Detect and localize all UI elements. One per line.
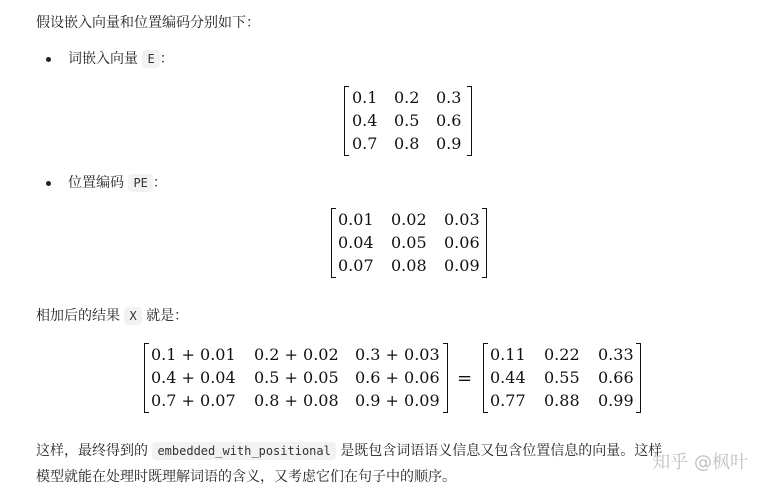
sum-suffix: 就是： (146, 308, 189, 324)
bullet-dot (46, 181, 51, 186)
left-bracket (331, 208, 336, 278)
matrix-sum (144, 343, 448, 413)
intro-text: 假设嵌入向量和位置编码分别如下： (36, 15, 260, 31)
matrix-cell: 0.22 (544, 345, 580, 364)
matrix-cell: 0.3 + 0.03 (355, 345, 440, 364)
watermark: 知乎 @枫叶 (652, 452, 748, 473)
matrix-grid (151, 343, 445, 412)
matrix-grid (338, 208, 488, 277)
matrix-cell: 0.6 (436, 111, 462, 130)
matrix-pe (331, 208, 487, 278)
bullet-label: 位置编码 (68, 175, 124, 191)
matrix-e (344, 86, 472, 156)
bullet-dot (46, 57, 51, 62)
bullet-suffix: ： (152, 175, 167, 191)
matrix-cell: 0.04 (338, 233, 374, 252)
matrix-grid (490, 343, 642, 412)
matrix-cell: 0.2 (394, 88, 420, 107)
matrix-cell: 0.11 (490, 345, 526, 364)
inline-code: embedded_with_positional (152, 442, 335, 460)
matrix-cell: 0.5 (394, 111, 420, 130)
matrix-cell: 0.8 (394, 134, 420, 153)
bullet-item-position (68, 172, 167, 192)
left-bracket (344, 86, 349, 156)
matrix-cell: 0.99 (598, 391, 634, 410)
matrix-cell: 0.33 (598, 345, 634, 364)
matrix-cell: 0.01 (338, 210, 374, 229)
matrix-cell: 0.77 (490, 391, 526, 410)
matrix-cell: 0.09 (444, 256, 480, 275)
matrix-result (483, 343, 641, 413)
equals-sign: = (457, 368, 473, 389)
matrix-cell: 0.07 (338, 256, 374, 275)
matrix-cell: 0.5 + 0.05 (254, 368, 339, 387)
conclusion-prefix: 这样，最终得到的 (36, 443, 148, 459)
conclusion-suffix: 是既包含词语语义信息又包含位置信息的向量。这样 (340, 443, 663, 459)
conclusion-line-2: 模型就能在处理时既理解词语的含义，又考虑它们在句子中的顺序。 (36, 469, 456, 485)
matrix-cell: 0.2 + 0.02 (254, 345, 339, 364)
matrix-cell: 0.6 + 0.06 (355, 368, 440, 387)
sum-line (36, 305, 188, 325)
matrix-grid (352, 86, 472, 155)
matrix-cell: 0.44 (490, 368, 526, 387)
sum-prefix: 相加后的结果 (36, 308, 120, 324)
matrix-cell: 0.4 + 0.04 (151, 368, 236, 387)
matrix-cell: 0.7 + 0.07 (151, 391, 236, 410)
matrix-cell: 0.4 (352, 111, 378, 130)
matrix-cell: 0.55 (544, 368, 580, 387)
matrix-cell: 0.88 (544, 391, 580, 410)
bullet-label: 词嵌入向量 (68, 51, 138, 67)
inline-code: X (124, 307, 141, 325)
matrix-cell: 0.08 (391, 256, 427, 275)
left-bracket (144, 343, 149, 413)
matrix-cell: 0.3 (436, 88, 462, 107)
matrix-cell: 0.9 + 0.09 (355, 391, 440, 410)
left-bracket (483, 343, 488, 413)
matrix-cell: 0.05 (391, 233, 427, 252)
inline-code: E (142, 50, 159, 68)
bullet-item-embedding (68, 48, 174, 68)
bullet-suffix: ： (159, 51, 174, 67)
matrix-cell: 0.02 (391, 210, 427, 229)
matrix-cell: 0.9 (436, 134, 462, 153)
matrix-cell: 0.8 + 0.08 (254, 391, 339, 410)
matrix-cell: 0.1 + 0.01 (151, 345, 236, 364)
inline-code: PE (128, 174, 152, 192)
matrix-cell: 0.06 (444, 233, 480, 252)
matrix-cell: 0.7 (352, 134, 378, 153)
matrix-cell: 0.66 (598, 368, 634, 387)
matrix-cell: 0.03 (444, 210, 480, 229)
conclusion-line-1 (36, 440, 662, 460)
matrix-cell: 0.1 (352, 88, 378, 107)
